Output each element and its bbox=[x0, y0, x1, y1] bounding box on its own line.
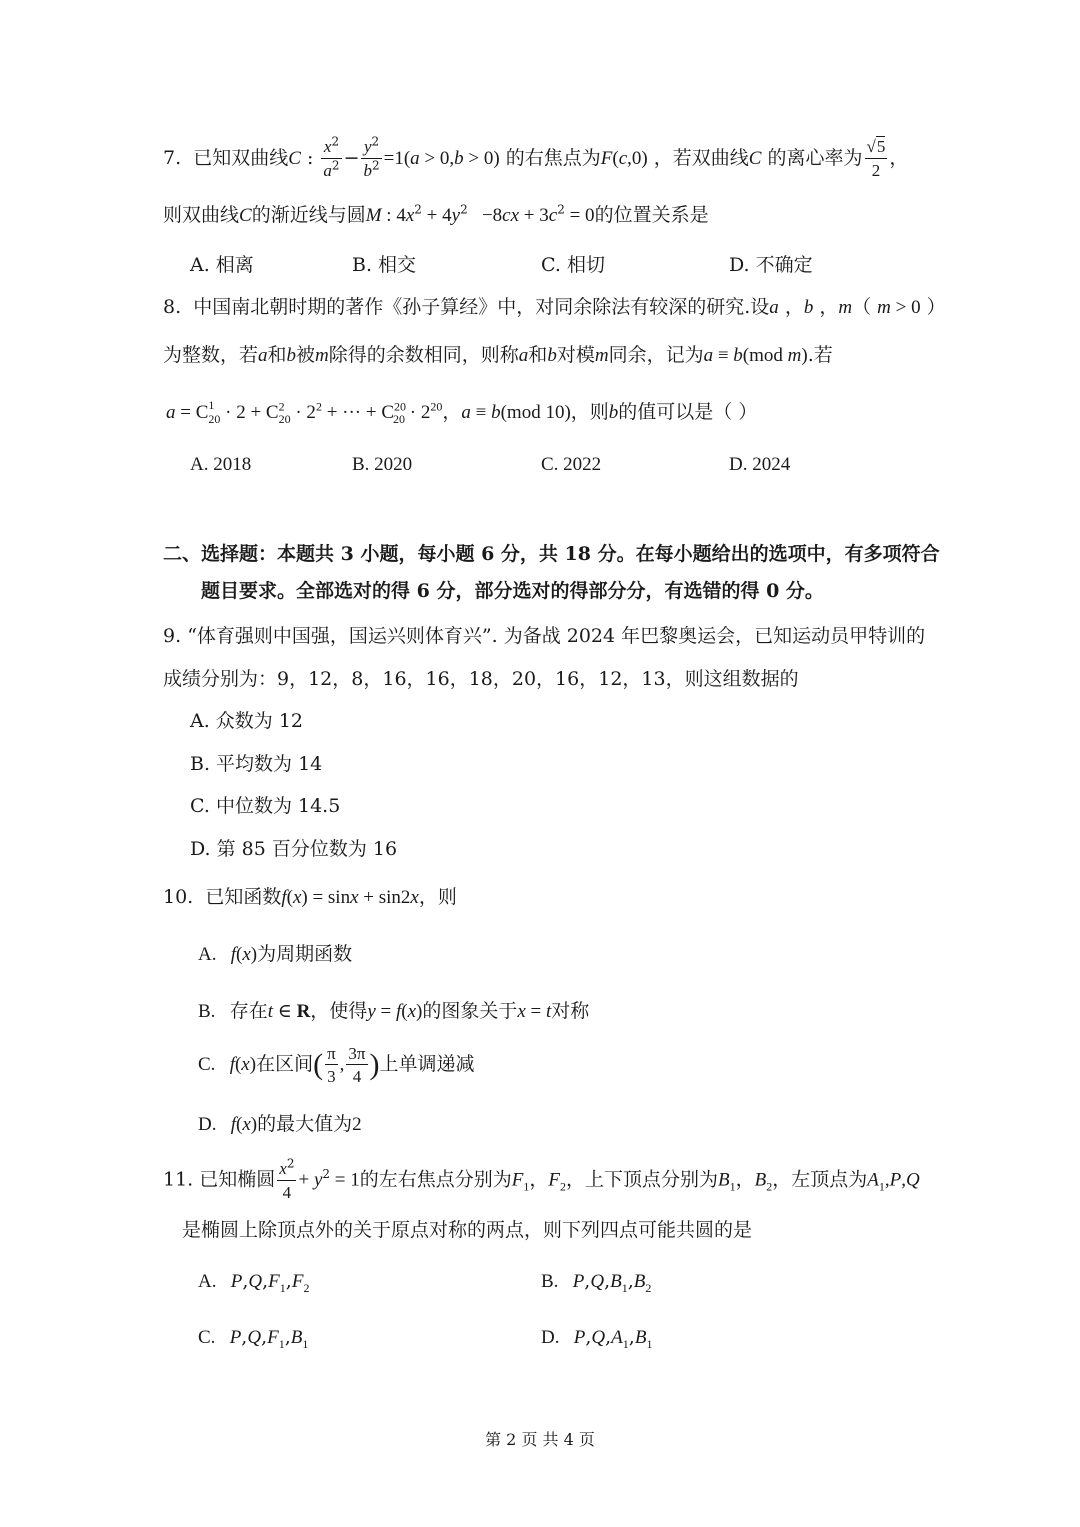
q8-stem-part: 的值可以是（ ） bbox=[618, 401, 758, 423]
q9-line2: 成绩分别为：9，12，8，16，16，18，20，16，12，13，则这组数据的 bbox=[163, 668, 799, 690]
q9-option-d: D. 第 85 百分位数为 16 bbox=[190, 838, 398, 860]
q8-stem-part: 被 bbox=[296, 344, 316, 366]
q7-option-c: C. 相切 bbox=[541, 254, 605, 276]
section-heading: 二、选择题：本题共 3 小题，每小题 6 分，共 18 分。在每小题给出的选项中，有多项符合 bbox=[163, 543, 940, 565]
q11-number: 11. bbox=[163, 1168, 194, 1191]
q8-option-b: B. 2020 bbox=[352, 454, 413, 475]
q10-option-c-text: 在区间 bbox=[256, 1053, 314, 1075]
q10-option-b-text: 存在 bbox=[229, 1000, 268, 1022]
q8-line2: 为整数，若a和b被m除得的余数相同，则称a和b对模m同余，记为a ≡ b(mod m).若 bbox=[163, 344, 833, 366]
q10-option-b-text: 对称 bbox=[551, 1000, 590, 1022]
q8-stem-part: 和 bbox=[267, 344, 287, 366]
q8-stem-part: 中国南北朝时期的著作《孙子算经》中，对同余除法有较深的研究.设 bbox=[193, 296, 770, 318]
q8-option-c: C. 2022 bbox=[541, 454, 602, 475]
q9-number: 9. bbox=[163, 625, 182, 647]
q10-option-d-text: 的最大值为 bbox=[257, 1113, 353, 1135]
q7-stem-part: 的渐近线与圆 bbox=[251, 204, 366, 226]
q8-option-a: A. 2018 bbox=[190, 454, 252, 475]
q7-stem-part: 已知双曲线 bbox=[193, 147, 289, 169]
q9-line1 bbox=[163, 627, 925, 646]
q7-option-d: D. 不确定 bbox=[729, 254, 813, 276]
q10-option-b-text: 的图象关于 bbox=[422, 1000, 518, 1022]
q11-option-a: A. $P,Q,F_1,F_2$ bbox=[198, 1270, 310, 1295]
q8-number: 8. bbox=[163, 296, 182, 318]
q8-stem-part: 和 bbox=[528, 344, 548, 366]
q7-number: 7. bbox=[163, 147, 182, 169]
q7-stem-part: ，若双曲线 bbox=[653, 147, 749, 169]
q11-line2: 是椭圆上除顶点外的关于原点对称的两点，则下列四点可能共圆的是 bbox=[182, 1219, 753, 1241]
q8-stem-part: 同余，记为 bbox=[608, 344, 704, 366]
q10-option-b: B. 存在t ∈ R，使得y = f(x)的图象关于x = t对称 bbox=[198, 1000, 590, 1022]
q10-option-c-text: 上单调递减 bbox=[379, 1053, 475, 1075]
q8-option-d: D. 2024 bbox=[729, 454, 791, 475]
q11-stem-part: 上下顶点分别为 bbox=[585, 1168, 719, 1191]
q11-option-d: D. $P,Q,A_1,B_1$ bbox=[541, 1326, 653, 1351]
q11-stem-part: 左顶点为 bbox=[791, 1168, 868, 1191]
q11-stem-part: 已知椭圆 bbox=[199, 1168, 276, 1191]
q10-stem-part: ，则 bbox=[418, 886, 457, 908]
q7-line1: 7. 已知双曲线C : $\frac{x^2}{a^2}$ − $\frac{y^2}{b^2}$ =1(a > 0,b > 0) 的右焦点为F(c,0) ，若双曲线C 的离心率为 $\frac{√5}{2}$ ， bbox=[163, 134, 909, 180]
q10-stem: 10. 已知函数f(x) = sinx + sin2x，则 bbox=[163, 886, 457, 908]
q9-option-b: B. 平均数为 14 bbox=[190, 753, 323, 775]
q10-stem-part: 已知函数 bbox=[205, 886, 282, 908]
q7-line2: 则双曲线C的渐近线与圆M : $4x^2 + 4y^2 -8cx + 3c^2 = 0$的位置关系是 bbox=[163, 202, 709, 226]
q8-stem-part: ，则 bbox=[570, 401, 609, 423]
q11-stem-part: 的左右焦点分别为 bbox=[359, 1168, 512, 1191]
q10-option-c: C. f(x)在区间( $\frac{\pi}{3}$ , $\frac{3\pi}{4}$ )上单调递减 bbox=[198, 1044, 475, 1086]
q7-stem-part: 的右焦点为 bbox=[505, 147, 601, 169]
q7-option-a: A. 相离 bbox=[190, 254, 254, 276]
section-heading-cont: 题目要求。全部选对的得 6 分，部分选对的得部分分，有选错的得 0 分。 bbox=[201, 580, 824, 602]
q9-option-c: C. 中位数为 14.5 bbox=[190, 795, 341, 817]
page-footer: 第 2 页 共 4 页 bbox=[485, 1430, 595, 1449]
q10-option-d-value: 2 bbox=[352, 1114, 362, 1135]
q9-option-a: A. 众数为 12 bbox=[190, 710, 304, 732]
q7-stem-part: 则双曲线 bbox=[163, 204, 240, 226]
q10-option-b-text: ，使得 bbox=[310, 1000, 368, 1022]
q8-stem-part: .若 bbox=[807, 344, 833, 366]
q10-option-a: A. f(x)为周期函数 bbox=[198, 943, 353, 965]
q11-option-c: C. $P,Q,F_1,B_1$ bbox=[198, 1326, 309, 1351]
q10-number: 10. bbox=[163, 886, 194, 908]
q8-stem-part: 为整数，若 bbox=[163, 344, 259, 366]
q7-stem-part: 的位置关系是 bbox=[594, 204, 709, 226]
q8-line1: 8. 中国南北朝时期的著作《孙子算经》中，对同余除法有较深的研究.设a ，b ，m（ m > 0 ） bbox=[163, 296, 946, 318]
q10-option-d: D. f(x)的最大值为2 bbox=[198, 1113, 362, 1135]
q7-stem-part: 的离心率为 bbox=[767, 147, 863, 169]
q8-stem-part: 除得的余数相同，则称 bbox=[328, 344, 519, 366]
q11-option-b: B. $P,Q,B_1,B_2$ bbox=[541, 1270, 652, 1295]
q11-line1: 11. 已知椭圆 $\frac{x^2}{4}$ + $y^2 = 1$的左右焦点分别为$F_1$，$F_2$，上下顶点分别为$B_1$，$B_2$，左顶点为$A_1,P,Q$ bbox=[163, 1156, 920, 1202]
q7-option-b: B. 相交 bbox=[352, 254, 417, 276]
q10-option-a-text: 为周期函数 bbox=[257, 943, 353, 965]
q8-stem-part: 对模 bbox=[556, 344, 595, 366]
q8-line3: $a = C^1_{20} \cdot 2 + C^2_{20} \cdot 2^2$ + ··· + $C^{20}_{20} \cdot 2^{20}$，a ≡ b(mod 10)，则b的值可以是（ ） bbox=[166, 397, 758, 426]
q9-stem: “体育强则中国强，国运兴则体育兴”. 为备战 2024 年巴黎奥运会，已知运动员甲特训的 bbox=[187, 625, 926, 647]
